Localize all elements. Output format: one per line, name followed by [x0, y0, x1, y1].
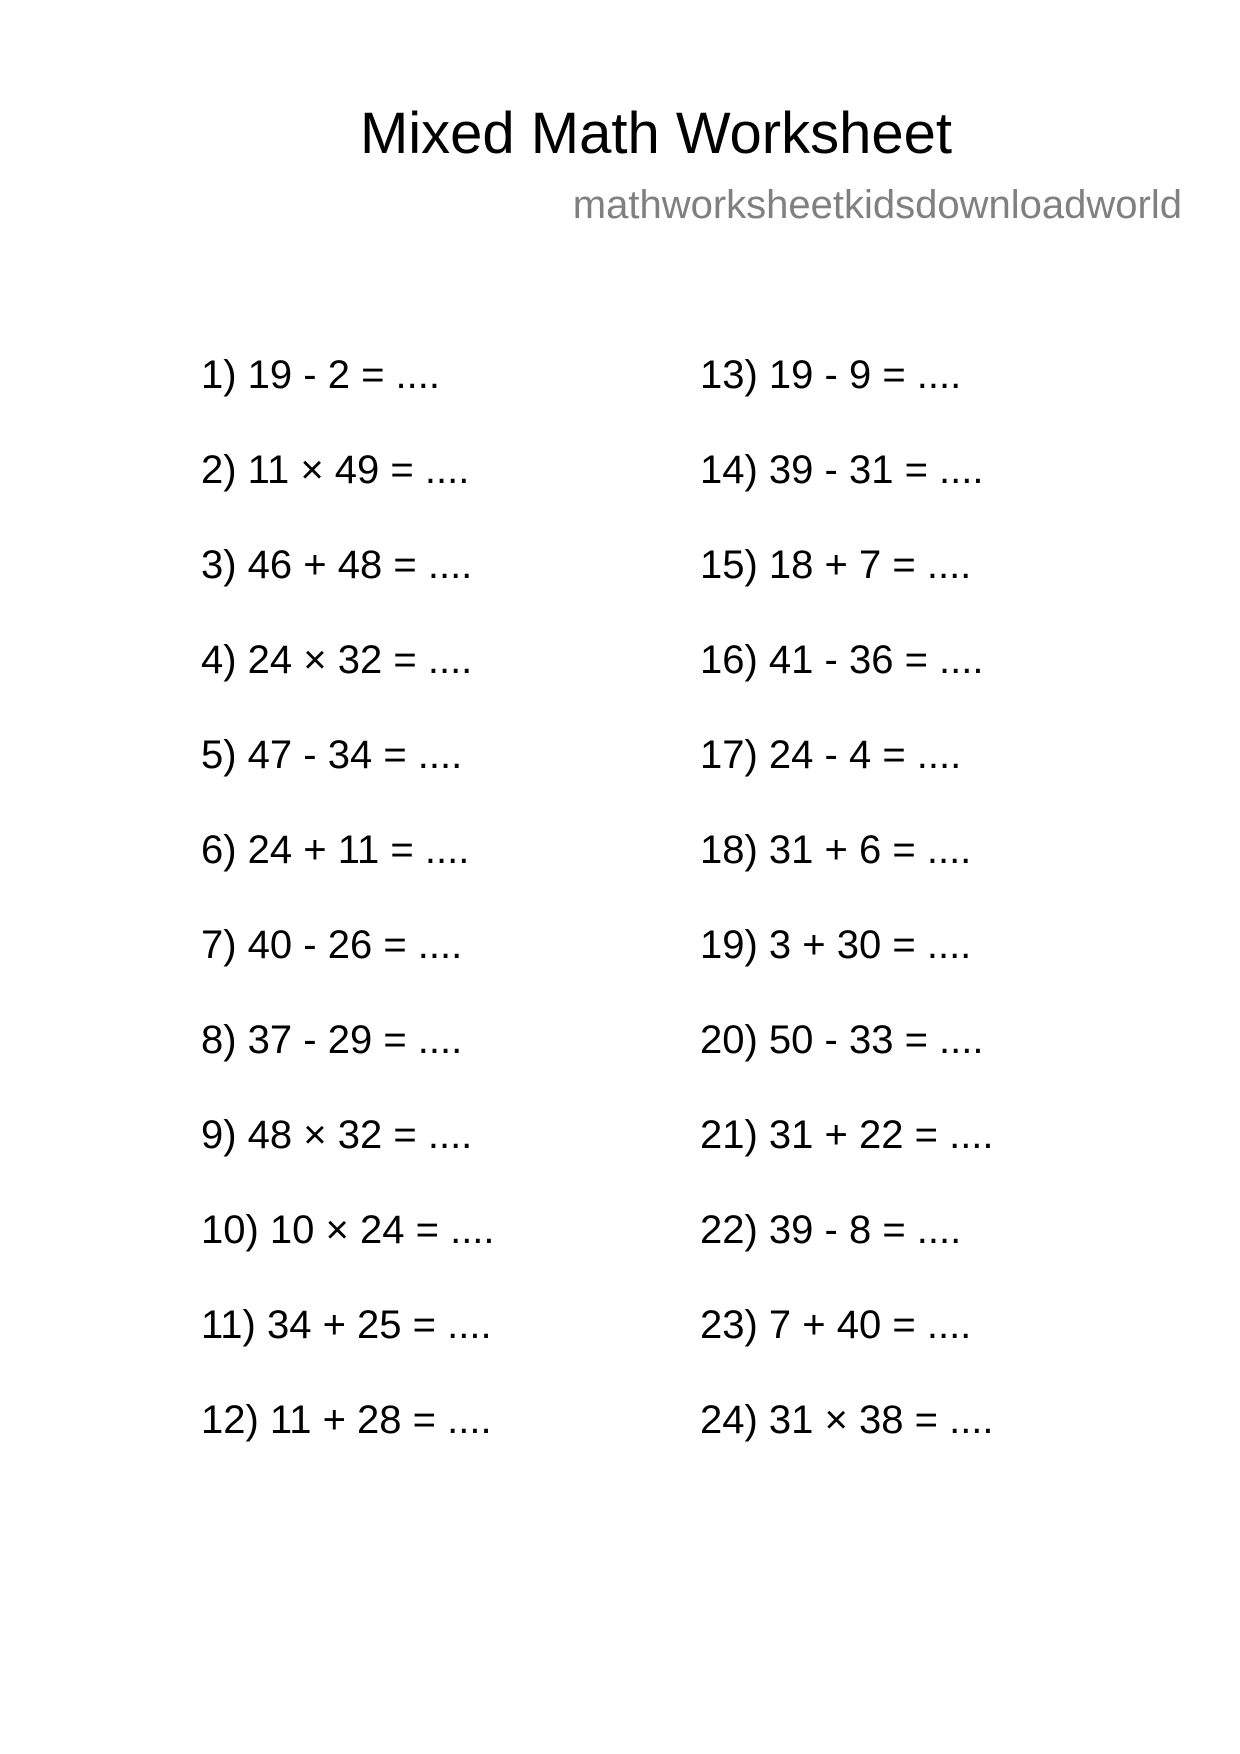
- math-problem: 9) 48 × 32 = ....: [201, 1113, 473, 1157]
- worksheet-title: Mixed Math Worksheet: [359, 101, 953, 166]
- math-problem: 20) 50 - 33 = ....: [700, 1018, 984, 1062]
- math-problem: 4) 24 × 32 = ....: [201, 638, 473, 682]
- math-problem: 17) 24 - 4 = ....: [700, 733, 962, 777]
- math-problem: 19) 3 + 30 = ....: [700, 923, 972, 967]
- math-problem: 2) 11 × 49 = ....: [201, 448, 470, 492]
- math-problem: 5) 47 - 34 = ....: [201, 733, 463, 777]
- math-problem: 3) 46 + 48 = ....: [201, 543, 473, 587]
- math-problem: 14) 39 - 31 = ....: [700, 448, 984, 492]
- math-problem: 18) 31 + 6 = ....: [700, 828, 972, 872]
- math-problem: 6) 24 + 11 = ....: [201, 828, 470, 872]
- problem-column-left: [201, 352, 495, 1492]
- math-problem: 23) 7 + 40 = ....: [700, 1303, 972, 1347]
- math-problem: 10) 10 × 24 = ....: [201, 1208, 495, 1252]
- math-problem: 16) 41 - 36 = ....: [700, 638, 984, 682]
- worksheet-subtitle: mathworksheetkidsdownloadworld: [572, 183, 1182, 227]
- math-problem: 1) 19 - 2 = ....: [201, 353, 441, 397]
- math-problem: 24) 31 × 38 = ....: [700, 1398, 994, 1442]
- math-problem: 13) 19 - 9 = ....: [700, 353, 962, 397]
- math-problem: 8) 37 - 29 = ....: [201, 1018, 463, 1062]
- math-problem: 21) 31 + 22 = ....: [700, 1113, 994, 1157]
- problem-column-right: [700, 352, 994, 1492]
- math-problem: 22) 39 - 8 = ....: [700, 1208, 962, 1252]
- math-problem: 11) 34 + 25 = ....: [201, 1303, 492, 1347]
- math-problem: 12) 11 + 28 = ....: [201, 1398, 492, 1442]
- math-problem: 15) 18 + 7 = ....: [700, 543, 972, 587]
- math-problem: 7) 40 - 26 = ....: [201, 923, 463, 967]
